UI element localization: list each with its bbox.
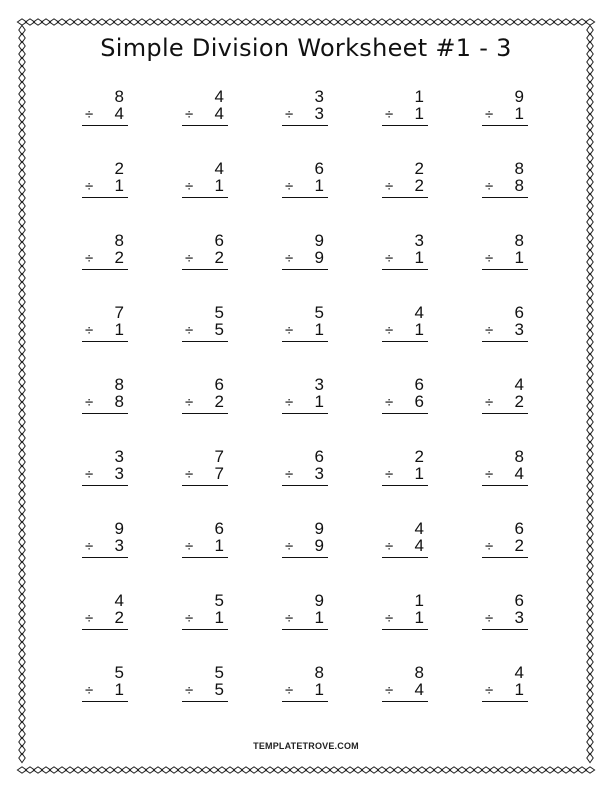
answer-line (282, 125, 328, 126)
division-problem (482, 592, 528, 632)
dividend: 6 (214, 231, 224, 250)
dividend: 9 (314, 519, 324, 538)
dividend: 1 (414, 87, 424, 106)
dividend: 8 (514, 159, 524, 178)
answer-line (482, 269, 528, 270)
dividend: 8 (514, 231, 524, 250)
divisor: 3 (514, 608, 524, 627)
division-sign: ÷ (85, 106, 94, 123)
divisor: 1 (114, 320, 124, 339)
divisor: 1 (414, 248, 424, 267)
answer-line (482, 557, 528, 558)
division-problem (82, 520, 128, 560)
divisor-row (82, 393, 128, 413)
dividend: 6 (414, 375, 424, 394)
divisor-row (82, 465, 128, 485)
division-problem (82, 376, 128, 416)
dividend: 8 (514, 447, 524, 466)
answer-line (182, 269, 228, 270)
answer-line (182, 341, 228, 342)
division-problem (182, 232, 228, 272)
answer-line (282, 557, 328, 558)
answer-line (182, 197, 228, 198)
dividend: 4 (214, 159, 224, 178)
divisor-row (482, 465, 528, 485)
dividend: 9 (314, 231, 324, 250)
answer-line (282, 485, 328, 486)
answer-line (382, 125, 428, 126)
dividend: 8 (414, 663, 424, 682)
divisor-row (82, 537, 128, 557)
divisor-row (82, 177, 128, 197)
division-sign: ÷ (85, 466, 94, 483)
answer-line (382, 557, 428, 558)
division-sign: ÷ (85, 682, 94, 699)
dividend: 4 (514, 375, 524, 394)
division-problem (482, 232, 528, 272)
answer-line (182, 125, 228, 126)
divisor: 9 (314, 248, 324, 267)
division-problem (382, 448, 428, 488)
answer-line (82, 413, 128, 414)
answer-line (282, 269, 328, 270)
divisor: 1 (314, 320, 324, 339)
dividend: 3 (114, 447, 124, 466)
division-sign: ÷ (185, 322, 194, 339)
divisor: 8 (514, 176, 524, 195)
dividend: 5 (214, 303, 224, 322)
division-problem (282, 160, 328, 200)
division-problem (182, 448, 228, 488)
divisor-row (382, 177, 428, 197)
division-sign: ÷ (285, 394, 294, 411)
answer-line (382, 341, 428, 342)
divisor-row (482, 609, 528, 629)
divisor-row (482, 537, 528, 557)
dividend: 5 (114, 663, 124, 682)
dividend: 9 (314, 591, 324, 610)
divisor: 1 (214, 608, 224, 627)
division-sign: ÷ (485, 466, 494, 483)
division-sign: ÷ (185, 538, 194, 555)
answer-line (82, 629, 128, 630)
divisor-row (282, 609, 328, 629)
divisor: 3 (114, 536, 124, 555)
division-sign: ÷ (185, 466, 194, 483)
dividend: 5 (214, 591, 224, 610)
dividend: 4 (214, 87, 224, 106)
divisor-row (82, 681, 128, 701)
divisor-row (382, 321, 428, 341)
divisor: 4 (414, 536, 424, 555)
division-problem (182, 160, 228, 200)
division-sign: ÷ (85, 610, 94, 627)
dividend: 1 (414, 591, 424, 610)
divisor: 2 (214, 392, 224, 411)
divisor-row (182, 249, 228, 269)
division-problem (382, 376, 428, 416)
division-sign: ÷ (385, 682, 394, 699)
answer-line (482, 341, 528, 342)
divisor-row (482, 321, 528, 341)
division-sign: ÷ (85, 538, 94, 555)
divisor-row (182, 465, 228, 485)
divisor: 4 (214, 104, 224, 123)
divisor: 3 (314, 464, 324, 483)
division-problem (282, 88, 328, 128)
division-problem (382, 592, 428, 632)
dividend: 3 (314, 375, 324, 394)
answer-line (182, 557, 228, 558)
divisor: 1 (414, 320, 424, 339)
division-sign: ÷ (285, 322, 294, 339)
dividend: 8 (114, 231, 124, 250)
division-sign: ÷ (385, 466, 394, 483)
answer-line (282, 629, 328, 630)
divisor: 5 (214, 680, 224, 699)
division-problem (282, 448, 328, 488)
answer-line (382, 197, 428, 198)
division-problem (82, 448, 128, 488)
division-problem (282, 592, 328, 632)
answer-line (182, 701, 228, 702)
divisor-row (382, 393, 428, 413)
answer-line (382, 413, 428, 414)
dividend: 4 (414, 519, 424, 538)
divisor-row (82, 609, 128, 629)
footer-site-credit: TEMPLATETROVE.COM (253, 741, 359, 751)
division-sign: ÷ (485, 250, 494, 267)
divisor-row (382, 609, 428, 629)
divisor: 2 (514, 536, 524, 555)
divisor-row (82, 105, 128, 125)
division-problem (182, 520, 228, 560)
division-problem (82, 232, 128, 272)
divisor-row (382, 465, 428, 485)
division-sign: ÷ (385, 394, 394, 411)
answer-line (82, 485, 128, 486)
division-problem (382, 520, 428, 560)
divisor: 1 (514, 248, 524, 267)
divisor-row (282, 681, 328, 701)
answer-line (182, 629, 228, 630)
dividend: 8 (114, 87, 124, 106)
dividend: 6 (514, 591, 524, 610)
division-problem (282, 664, 328, 704)
division-sign: ÷ (285, 682, 294, 699)
division-sign: ÷ (85, 394, 94, 411)
divisor: 1 (514, 680, 524, 699)
divisor-row (282, 105, 328, 125)
divisor: 2 (514, 392, 524, 411)
dividend: 4 (414, 303, 424, 322)
answer-line (82, 701, 128, 702)
answer-line (482, 197, 528, 198)
answer-line (82, 197, 128, 198)
answer-line (82, 557, 128, 558)
division-sign: ÷ (285, 106, 294, 123)
divisor: 1 (114, 680, 124, 699)
divisor-row (182, 393, 228, 413)
dividend: 6 (314, 159, 324, 178)
dividend: 3 (314, 87, 324, 106)
answer-line (482, 413, 528, 414)
division-problem (382, 664, 428, 704)
dividend: 2 (114, 159, 124, 178)
divisor-row (282, 465, 328, 485)
division-problem (482, 304, 528, 344)
division-sign: ÷ (385, 322, 394, 339)
dividend: 5 (314, 303, 324, 322)
division-sign: ÷ (85, 322, 94, 339)
answer-line (282, 413, 328, 414)
dividend: 8 (114, 375, 124, 394)
divisor: 4 (514, 464, 524, 483)
division-problem (482, 448, 528, 488)
divisor-row (82, 321, 128, 341)
division-problem (482, 160, 528, 200)
answer-line (482, 125, 528, 126)
division-problem (382, 232, 428, 272)
answer-line (282, 197, 328, 198)
division-sign: ÷ (385, 538, 394, 555)
dividend: 2 (414, 159, 424, 178)
division-problem (482, 520, 528, 560)
divisor: 1 (414, 608, 424, 627)
division-sign: ÷ (185, 178, 194, 195)
divisor-row (382, 105, 428, 125)
answer-line (482, 701, 528, 702)
division-sign: ÷ (485, 538, 494, 555)
dividend: 7 (114, 303, 124, 322)
dividend: 6 (314, 447, 324, 466)
division-problem (82, 304, 128, 344)
answer-line (482, 629, 528, 630)
divisor: 5 (214, 320, 224, 339)
division-sign: ÷ (185, 106, 194, 123)
division-problem (82, 592, 128, 632)
dividend: 5 (214, 663, 224, 682)
divisor-row (182, 321, 228, 341)
division-problem (82, 88, 128, 128)
answer-line (382, 629, 428, 630)
divisor-row (82, 249, 128, 269)
division-sign: ÷ (485, 610, 494, 627)
divisor: 1 (514, 104, 524, 123)
divisor-row (482, 681, 528, 701)
division-sign: ÷ (85, 178, 94, 195)
division-sign: ÷ (285, 178, 294, 195)
division-problem (182, 304, 228, 344)
answer-line (282, 341, 328, 342)
answer-line (82, 269, 128, 270)
divisor-row (282, 249, 328, 269)
divisor: 1 (314, 680, 324, 699)
division-problem (382, 160, 428, 200)
divisor: 2 (114, 248, 124, 267)
division-problem (482, 88, 528, 128)
divisor-row (382, 249, 428, 269)
answer-line (82, 341, 128, 342)
dividend: 9 (514, 87, 524, 106)
divisor-row (482, 177, 528, 197)
answer-line (382, 269, 428, 270)
divisor: 4 (114, 104, 124, 123)
divisor-row (182, 177, 228, 197)
divisor: 1 (314, 392, 324, 411)
division-sign: ÷ (485, 322, 494, 339)
divisor: 6 (414, 392, 424, 411)
dividend: 9 (114, 519, 124, 538)
division-sign: ÷ (185, 682, 194, 699)
division-sign: ÷ (285, 466, 294, 483)
division-sign: ÷ (485, 394, 494, 411)
dividend: 7 (214, 447, 224, 466)
answer-line (182, 485, 228, 486)
division-sign: ÷ (485, 682, 494, 699)
divisor: 2 (414, 176, 424, 195)
division-sign: ÷ (185, 610, 194, 627)
division-problem (382, 304, 428, 344)
division-sign: ÷ (185, 250, 194, 267)
divisor: 7 (214, 464, 224, 483)
answer-line (382, 485, 428, 486)
divisor: 2 (114, 608, 124, 627)
divisor: 1 (314, 176, 324, 195)
dividend: 6 (514, 303, 524, 322)
divisor: 1 (214, 536, 224, 555)
division-sign: ÷ (485, 178, 494, 195)
dividend: 2 (414, 447, 424, 466)
division-problem (182, 88, 228, 128)
answer-line (382, 701, 428, 702)
divisor-row (482, 105, 528, 125)
divisor-row (182, 105, 228, 125)
divisor-row (282, 177, 328, 197)
divisor-row (182, 681, 228, 701)
divisor: 1 (314, 608, 324, 627)
divisor: 1 (414, 464, 424, 483)
divisor: 8 (114, 392, 124, 411)
dividend: 3 (414, 231, 424, 250)
division-problem (482, 664, 528, 704)
dividend: 6 (214, 519, 224, 538)
division-sign: ÷ (485, 106, 494, 123)
division-problem (182, 592, 228, 632)
divisor: 3 (114, 464, 124, 483)
division-problem (82, 160, 128, 200)
division-problem (82, 664, 128, 704)
division-sign: ÷ (185, 394, 194, 411)
divisor: 1 (214, 176, 224, 195)
answer-line (482, 485, 528, 486)
divisor-row (282, 537, 328, 557)
divisor: 3 (314, 104, 324, 123)
divisor-row (282, 393, 328, 413)
divisor-row (382, 681, 428, 701)
divisor: 4 (414, 680, 424, 699)
division-problem (282, 376, 328, 416)
division-sign: ÷ (285, 250, 294, 267)
division-problem (282, 232, 328, 272)
division-sign: ÷ (385, 250, 394, 267)
dividend: 8 (314, 663, 324, 682)
dividend: 4 (114, 591, 124, 610)
dividend: 4 (514, 663, 524, 682)
divisor: 1 (414, 104, 424, 123)
division-problem (382, 88, 428, 128)
answer-line (82, 125, 128, 126)
divisor-row (482, 393, 528, 413)
divisor-row (182, 609, 228, 629)
division-sign: ÷ (385, 610, 394, 627)
division-problem (482, 376, 528, 416)
division-sign: ÷ (385, 106, 394, 123)
divisor-row (382, 537, 428, 557)
divisor-row (182, 537, 228, 557)
divisor: 3 (514, 320, 524, 339)
division-sign: ÷ (285, 538, 294, 555)
divisor: 2 (214, 248, 224, 267)
division-problem (182, 376, 228, 416)
dividend: 6 (214, 375, 224, 394)
division-problem (182, 664, 228, 704)
divisor-row (482, 249, 528, 269)
divisor: 1 (114, 176, 124, 195)
divisor-row (282, 321, 328, 341)
worksheet-title: Simple Division Worksheet #1 - 3 (100, 34, 512, 62)
divisor: 9 (314, 536, 324, 555)
answer-line (182, 413, 228, 414)
answer-line (282, 701, 328, 702)
division-sign: ÷ (85, 250, 94, 267)
division-problem (282, 304, 328, 344)
division-problem (282, 520, 328, 560)
dividend: 6 (514, 519, 524, 538)
division-sign: ÷ (385, 178, 394, 195)
division-sign: ÷ (285, 610, 294, 627)
